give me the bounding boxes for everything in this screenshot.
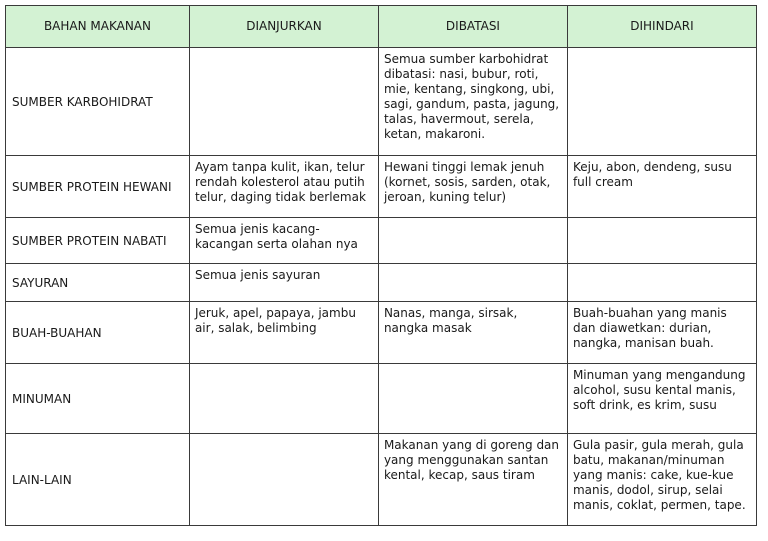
dibatasi-cell bbox=[378, 264, 567, 302]
header-dihindari: DIHINDARI bbox=[567, 6, 756, 48]
dianjurkan-cell bbox=[189, 364, 378, 434]
dibatasi-cell bbox=[378, 218, 567, 264]
category-cell: BUAH-BUAHAN bbox=[6, 302, 190, 364]
dihindari-cell: Keju, abon, dendeng, susu full cream bbox=[567, 156, 756, 218]
dibatasi-cell: Makanan yang di goreng dan yang menggunakan santan kental, kecap, saus tiram bbox=[378, 434, 567, 526]
table-row bbox=[6, 48, 757, 156]
diet-table bbox=[5, 5, 757, 526]
table-row bbox=[6, 302, 757, 364]
dianjurkan-cell: Jeruk, apel, papaya, jambu air, salak, belimbing bbox=[189, 302, 378, 364]
table-row bbox=[6, 364, 757, 434]
dianjurkan-cell bbox=[189, 48, 378, 156]
table-row bbox=[6, 434, 757, 526]
dianjurkan-cell: Semua jenis kacang-kacangan serta olahan nya bbox=[189, 218, 378, 264]
table-row bbox=[6, 156, 757, 218]
dibatasi-cell: Semua sumber karbohidrat dibatasi: nasi, bubur, roti, mie, kentang, singkong, ubi, sagi, gandum, pasta, jagung, talas, havermout, serela, ketan, makaroni. bbox=[378, 48, 567, 156]
category-cell: SAYURAN bbox=[6, 264, 190, 302]
category-cell: SUMBER PROTEIN NABATI bbox=[6, 218, 190, 264]
dihindari-cell: Minuman yang mengandung alcohol, susu kental manis, soft drink, es krim, susu bbox=[567, 364, 756, 434]
dibatasi-cell bbox=[378, 364, 567, 434]
category-cell: LAIN-LAIN bbox=[6, 434, 190, 526]
table-row bbox=[6, 218, 757, 264]
dianjurkan-cell bbox=[189, 434, 378, 526]
category-cell: SUMBER PROTEIN HEWANI bbox=[6, 156, 190, 218]
category-cell: MINUMAN bbox=[6, 364, 190, 434]
category-cell: SUMBER KARBOHIDRAT bbox=[6, 48, 190, 156]
dihindari-cell bbox=[567, 218, 756, 264]
dianjurkan-cell: Semua jenis sayuran bbox=[189, 264, 378, 302]
dianjurkan-cell: Ayam tanpa kulit, ikan, telur rendah kolesterol atau putih telur, daging tidak berlemak bbox=[189, 156, 378, 218]
header-dibatasi: DIBATASI bbox=[378, 6, 567, 48]
dibatasi-cell: Hewani tinggi lemak jenuh (kornet, sosis, sarden, otak, jeroan, kuning telur) bbox=[378, 156, 567, 218]
header-row bbox=[6, 6, 757, 48]
header-dianjurkan: DIANJURKAN bbox=[189, 6, 378, 48]
dibatasi-cell: Nanas, manga, sirsak, nangka masak bbox=[378, 302, 567, 364]
dihindari-cell bbox=[567, 48, 756, 156]
header-bahan-makanan: BAHAN MAKANAN bbox=[6, 6, 190, 48]
dihindari-cell: Buah-buahan yang manis dan diawetkan: durian, nangka, manisan buah. bbox=[567, 302, 756, 364]
dihindari-cell: Gula pasir, gula merah, gula batu, makanan/minuman yang manis: cake, kue-kue manis, dodol, sirup, selai manis, coklat, permen, tape. bbox=[567, 434, 756, 526]
table-row bbox=[6, 264, 757, 302]
dihindari-cell bbox=[567, 264, 756, 302]
